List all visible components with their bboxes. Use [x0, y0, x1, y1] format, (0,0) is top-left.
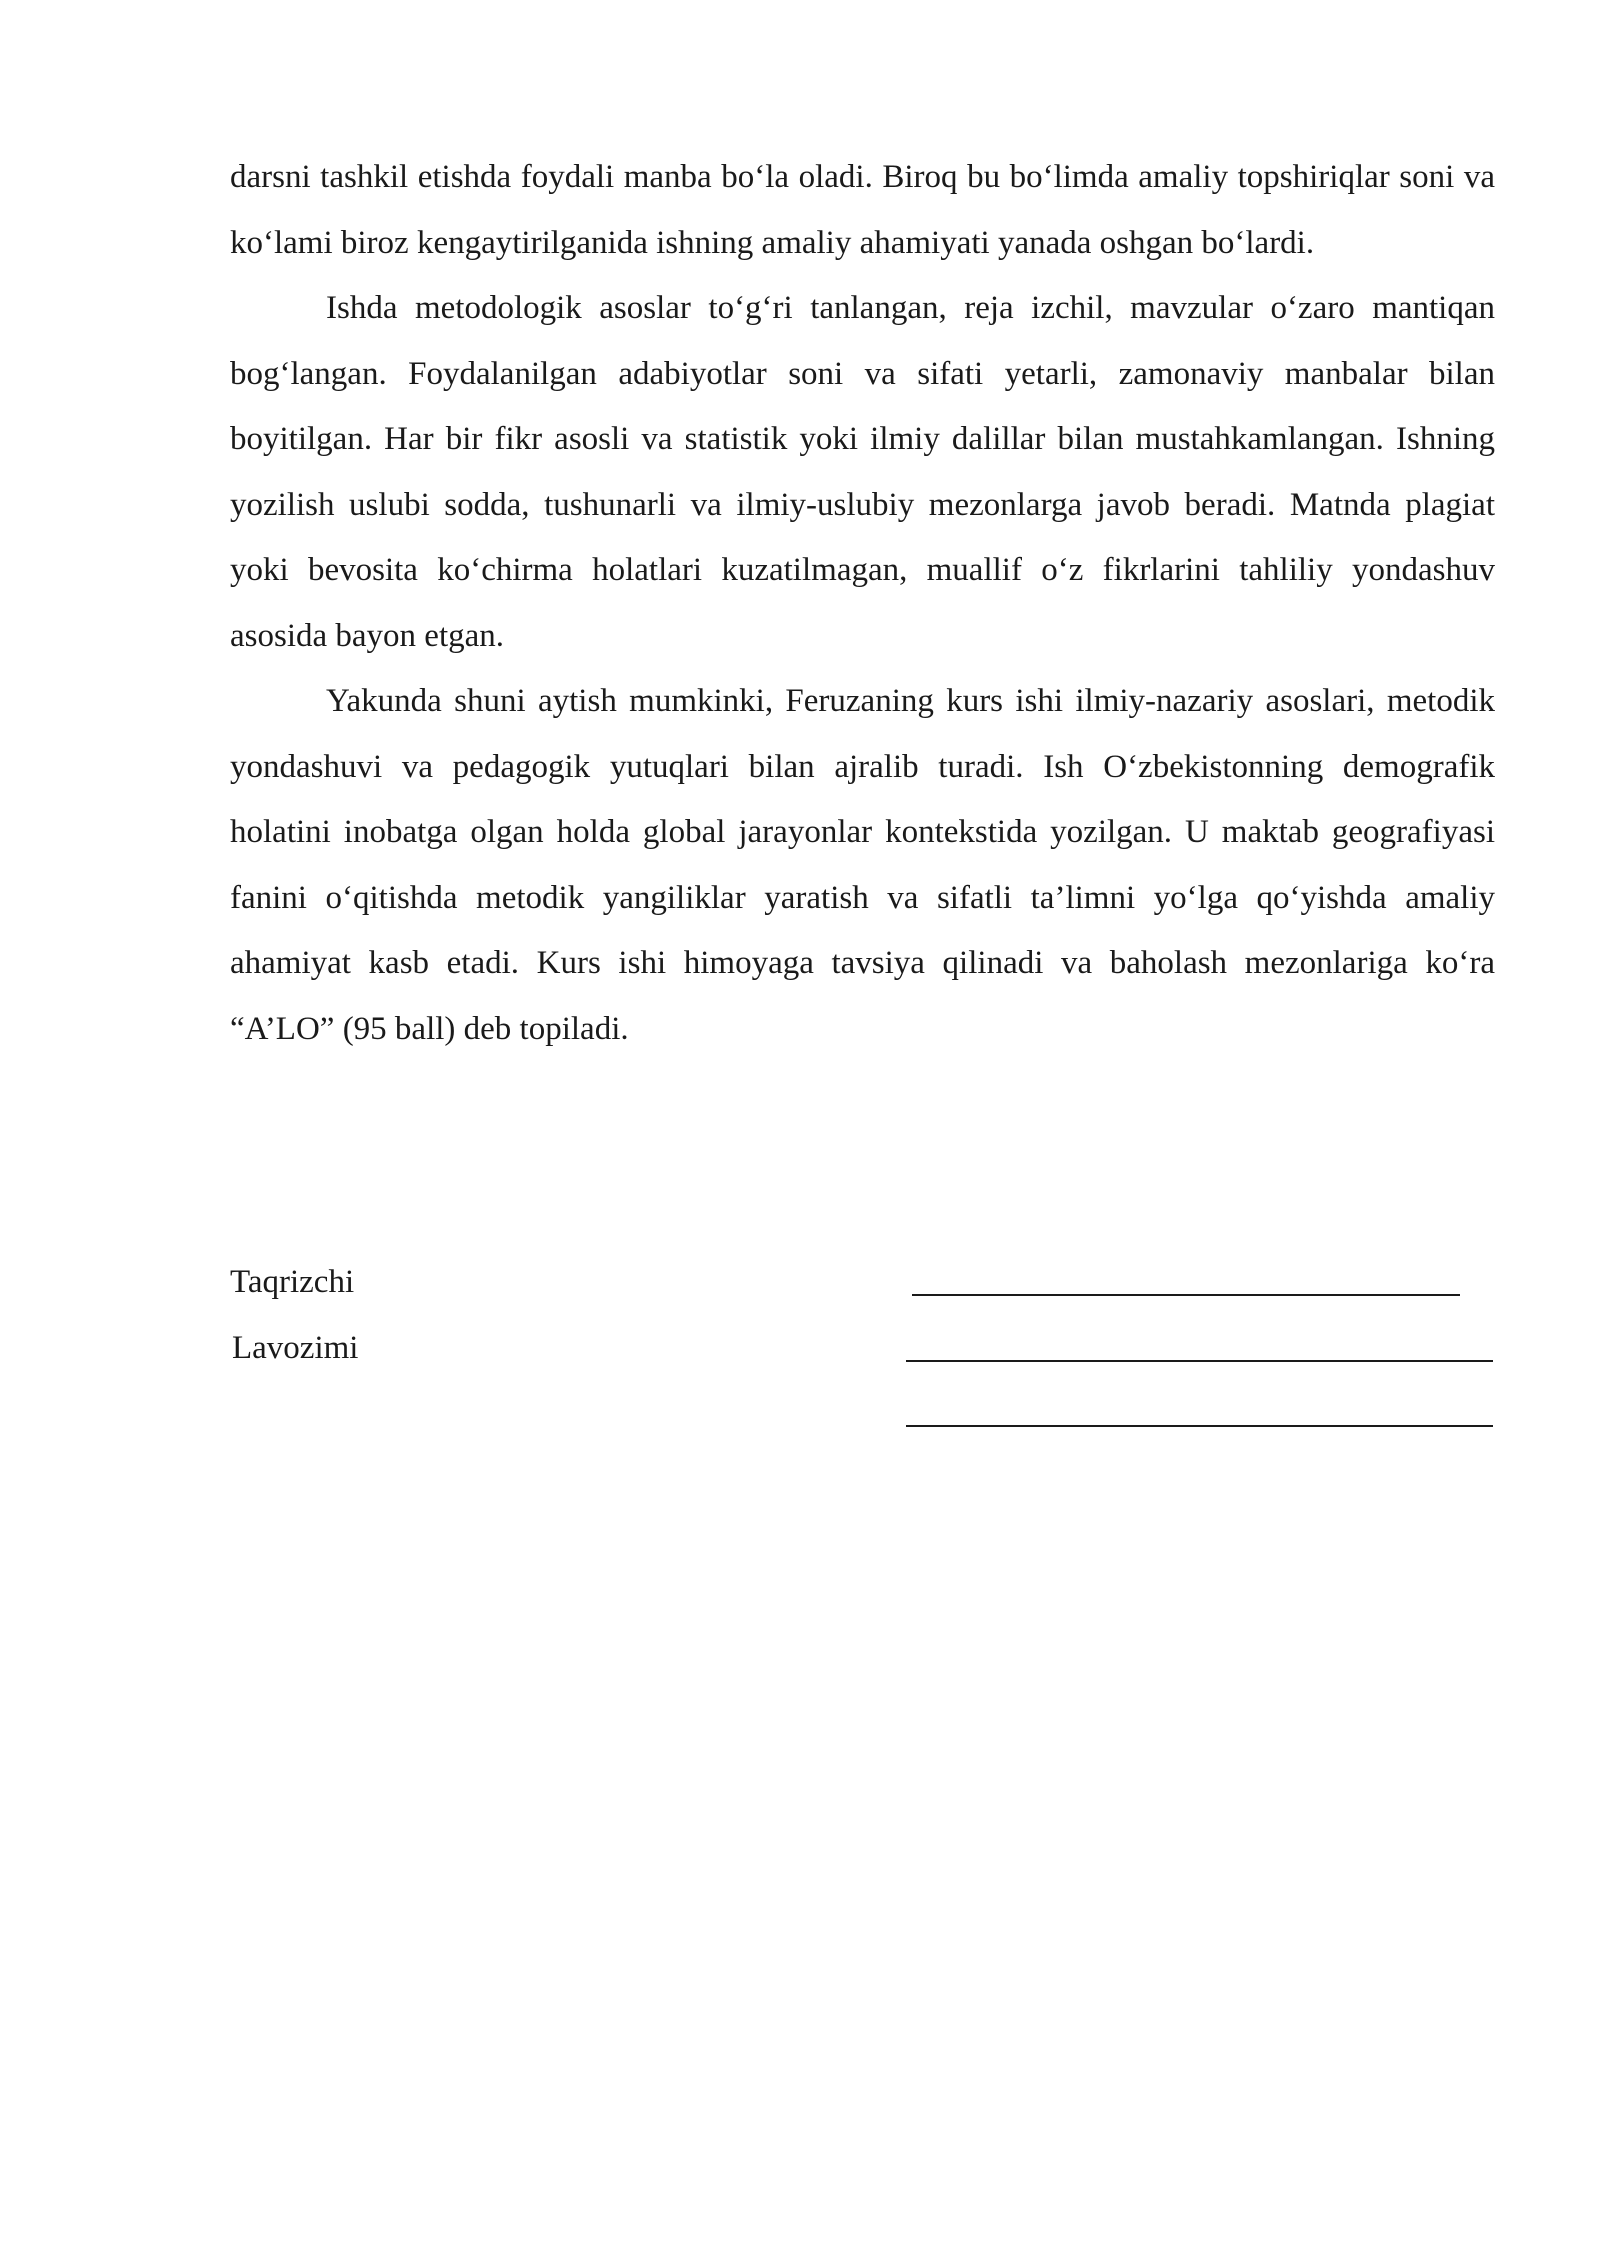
paragraph-3: Yakunda shuni aytish mumkinki, Feruzaning kurs ishi ilmiy-nazariy asoslari, metodik yondashuvi va pedagogik yutuqlari bilan ajralib turadi. Ish O‘zbekistonning demografik holatini inobatga olgan holda global jarayonlar kontekstida yozilgan. U maktab geografiyasi fanini o‘qitishda metodik yangiliklar yaratish va sifatli ta’limni yo‘lga qo‘yishda amaliy ahamiyat kasb etadi. Kurs ishi himoyaga tavsiya qilinadi va baholash mezonlariga ko‘ra “A’LO” (95 ball) deb topiladi.	[230, 683, 1495, 1047]
paragraph-2: Ishda metodologik asoslar to‘g‘ri tanlangan, reja izchil, mavzular o‘zaro mantiqan bog‘langan. Foydalanilgan adabiyotlar soni va sifati yetarli, zamonaviy manbalar bilan boyitilgan. Har bir fikr asosli va statistik yoki ilmiy dalillar bilan mustahkamlangan. Ishning yozilish uslubi sodda, tushunarli va ilmiy-uslubiy mezonlarga javob beradi. Matnda plagiat yoki bevosita ko‘chirma holatlari kuzatilmagan, muallif o‘z fikrlarini tahliliy yondashuv asosida bayon etgan.	[230, 290, 1495, 654]
document-body	[230, 145, 1495, 1062]
reviewer-label: Taqrizchi	[230, 1264, 355, 1300]
reviewer-signature-line	[912, 1294, 1460, 1296]
position-signature-line	[906, 1360, 1493, 1362]
extra-signature-line	[906, 1425, 1493, 1427]
paragraph-1: darsni tashkil etishda foydali manba bo‘la oladi. Biroq bu bo‘limda amaliy topshiriqlar soni va ko‘lami biroz kengaytirilganida ishning amaliy ahamiyati yanada oshgan bo‘lardi.	[230, 159, 1495, 261]
position-label: Lavozimi	[232, 1330, 359, 1366]
